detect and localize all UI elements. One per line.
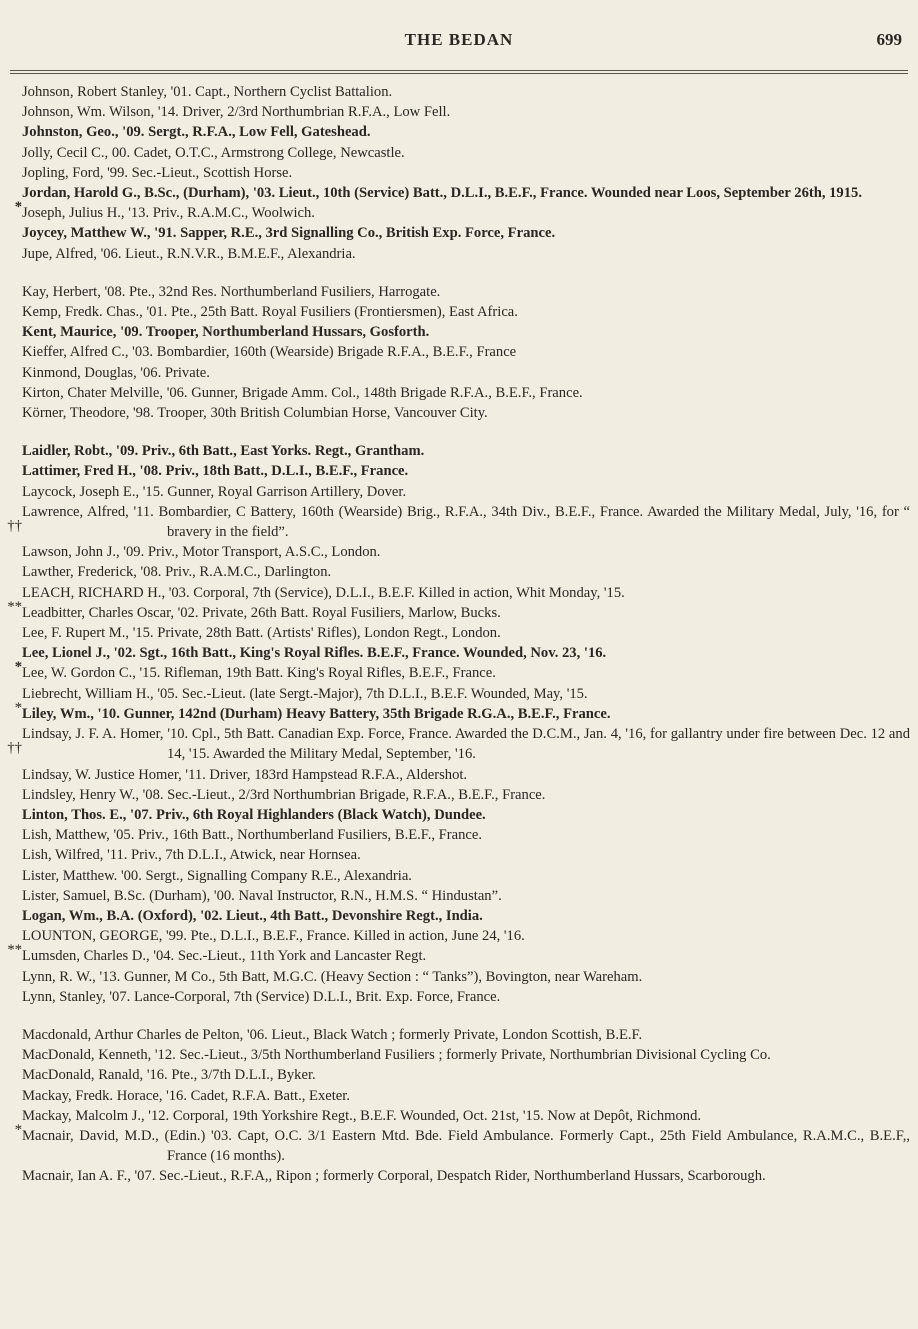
- entry-text: Joseph, Julius H., '13. Priv., R.A.M.C., Woolwich.: [22, 205, 315, 222]
- entry-text: Lawrence, Alfred, '11. Bombardier, C Battery, 160th (Wearside) Brig., R.F.A., 34th Div., B.E.F., France. Awarded the Military Medal, July, '16, for “ bravery in the field”.: [22, 503, 910, 541]
- roll-entry: [0, 946, 910, 966]
- roll-entry: [0, 542, 910, 562]
- roll-entry: [0, 244, 910, 264]
- entry-text: Logan, Wm., B.A. (Oxford), '02. Lieut., 4th Batt., Devonshire Regt., India.: [22, 907, 483, 924]
- letter-section: [0, 282, 910, 423]
- entry-text: Lawther, Frederick, '08. Priv., R.A.M.C., Darlington.: [22, 564, 332, 581]
- roll-entry: [0, 502, 910, 542]
- entry-text: Jolly, Cecil C., 00. Cadet, O.T.C., Armstrong College, Newcastle.: [22, 144, 405, 161]
- roll-entry: [0, 122, 910, 142]
- roll-entry: [0, 866, 910, 886]
- entry-text: Liley, Wm., '10. Gunner, 142nd (Durham) Heavy Battery, 35th Brigade R.G.A., B.E.F., France.: [22, 705, 611, 722]
- entry-text: Lee, Lionel J., '02. Sgt., 16th Batt., King's Royal Rifles. B.E.F., France. Wounded, Nov. 23, '16.: [22, 645, 607, 662]
- roll-entry: [0, 203, 910, 223]
- entry-text: Lish, Wilfred, '11. Priv., 7th D.L.I., Atwick, near Hornsea.: [22, 847, 361, 864]
- roll-entry: [0, 82, 910, 102]
- entry-text: MacDonald, Kenneth, '12. Sec.-Lieut., 3/5th Northumberland Fusiliers ; formerly Private, Northumbrian Divisional Cycling Co.: [22, 1047, 771, 1064]
- entry-text: Mackay, Malcolm J., '12. Corporal, 19th Yorkshire Regt., B.E.F. Wounded, Oct. 21st, '15. Now at Depôt, Richmond.: [22, 1107, 702, 1124]
- entry-text: LOUNTON, GEORGE, '99. Pte., D.L.I., B.E.F., France. Killed in action, June 24, '16.: [22, 928, 525, 945]
- entry-text: Kay, Herbert, '08. Pte., 32nd Res. Northumberland Fusiliers, Harrogate.: [22, 283, 441, 300]
- entry-text: Lister, Matthew. '00. Sergt., Signalling Company R.E., Alexandria.: [22, 867, 412, 884]
- roll-entry: [0, 302, 910, 322]
- casualty-marker: *: [14, 659, 22, 676]
- entry-text: Körner, Theodore, '98. Trooper, 30th British Columbian Horse, Vancouver City.: [22, 405, 488, 422]
- roll-entry: [0, 163, 910, 183]
- roll-entry: [0, 461, 910, 481]
- entry-text: Macnair, David, M.D., (Edin.) '03. Capt, O.C. 3/1 Eastern Mtd. Bde. Field Ambulance. Formerly Capt., 25th Field Ambulance, R.A.M.C., B.E.F,, France (16 months).: [22, 1127, 910, 1165]
- roll-entry: [0, 441, 910, 461]
- roll-entry: [0, 987, 910, 1007]
- roll-entry: [0, 845, 910, 865]
- entry-text: Kieffer, Alfred C., '03. Bombardier, 160th (Wearside) Brigade R.F.A., B.E.F., France: [22, 344, 517, 361]
- casualty-marker: *: [14, 1121, 22, 1138]
- roll-entry: [0, 403, 910, 423]
- roll-entry: [0, 724, 910, 764]
- casualty-marker: ††: [7, 740, 22, 757]
- entry-text: Kent, Maurice, '09. Trooper, Northumberland Hussars, Gosforth.: [22, 324, 430, 341]
- roll-entry: [0, 785, 910, 805]
- roll-entry: [0, 102, 910, 122]
- letter-section: [0, 1025, 910, 1187]
- roll-entry: [0, 1045, 910, 1065]
- roll-entry: [0, 663, 910, 683]
- roll-entry: [0, 143, 910, 163]
- roll-of-service-list: [0, 82, 910, 1205]
- roll-entry: [0, 223, 910, 243]
- roll-entry: [0, 1065, 910, 1085]
- entry-text: Lawson, John J., '09. Priv., Motor Transport, A.S.C., London.: [22, 544, 381, 561]
- entry-text: Lynn, R. W., '13. Gunner, M Co., 5th Batt, M.G.C. (Heavy Section : “ Tanks”), Bovington, near Wareham.: [22, 968, 643, 985]
- entry-text: MacDonald, Ranald, '16. Pte., 3/7th D.L.I., Byker.: [22, 1067, 316, 1084]
- roll-entry: [0, 623, 910, 643]
- entry-text: Kemp, Fredk. Chas., '01. Pte., 25th Batt. Royal Fusiliers (Frontiersmen), East Africa.: [22, 304, 518, 321]
- header-rule-secondary: [10, 73, 908, 74]
- header-rule: [10, 70, 908, 71]
- roll-entry: [0, 967, 910, 987]
- entry-text: Macnair, Ian A. F., '07. Sec.-Lieut., R.F.A,, Ripon ; formerly Corporal, Despatch Rider, Northumberland Hussars, Scarborough.: [22, 1168, 766, 1185]
- entry-text: Macdonald, Arthur Charles de Pelton, '06. Lieut., Black Watch ; formerly Private, London Scottish, B.E.F.: [22, 1026, 643, 1043]
- entry-text: Lumsden, Charles D., '04. Sec.-Lieut., 11th York and Lancaster Regt.: [22, 948, 427, 965]
- entry-text: Lish, Matthew, '05. Priv., 16th Batt., Northumberland Fusiliers, B.E.F., France.: [22, 827, 483, 844]
- page-header: [0, 30, 918, 56]
- entry-text: Jupe, Alfred, '06. Lieut., R.N.V.R., B.M.E.F., Alexandria.: [22, 245, 356, 262]
- roll-entry: [0, 906, 910, 926]
- roll-entry: [0, 562, 910, 582]
- entry-text: Lister, Samuel, B.Sc. (Durham), '00. Naval Instructor, R.N., H.M.S. “ Hindustan”.: [22, 887, 502, 904]
- entry-text: Johnston, Geo., '09. Sergt., R.F.A., Low Fell, Gateshead.: [22, 124, 371, 141]
- roll-entry: [0, 482, 910, 502]
- roll-entry: [0, 383, 910, 403]
- casualty-marker: ††: [7, 517, 22, 534]
- roll-entry: [0, 825, 910, 845]
- casualty-marker: *: [14, 199, 22, 216]
- page-number: 699: [876, 30, 902, 49]
- entry-text: Lindsay, W. Justice Homer, '11. Driver, 183rd Hampstead R.F.A., Aldershot.: [22, 766, 468, 783]
- entry-text: Lindsay, J. F. A. Homer, '10. Cpl., 5th Batt. Canadian Exp. Force, France. Awarded the D.C.M., Jan. 4, '16, for gallantry under fire between Dec. 12 and 14, '15. Awarded the Military Medal, September, '16.: [22, 726, 910, 763]
- roll-entry: [0, 1166, 910, 1186]
- entry-text: Jordan, Harold G., B.Sc., (Durham), '03. Lieut., 10th (Service) Batt., D.L.I., B.E.F., France. Wounded near Loos, September 26th, 1915.: [22, 185, 862, 202]
- roll-entry: [0, 1126, 910, 1166]
- entry-text: Lattimer, Fred H., '08. Priv., 18th Batt., D.L.I., B.E.F., France.: [22, 463, 409, 480]
- roll-entry: [0, 704, 910, 724]
- entry-text: Johnson, Wm. Wilson, '14. Driver, 2/3rd Northumbrian R.F.A., Low Fell.: [22, 104, 451, 121]
- entry-text: Lee, F. Rupert M., '15. Private, 28th Batt. (Artists' Rifles), London Regt., London.: [22, 625, 501, 642]
- roll-entry: [0, 805, 910, 825]
- entry-text: Laidler, Robt., '09. Priv., 6th Batt., East Yorks. Regt., Grantham.: [22, 443, 425, 460]
- roll-entry: [0, 1086, 910, 1106]
- entry-text: Johnson, Robert Stanley, '01. Capt., Northern Cyclist Battalion.: [22, 84, 393, 100]
- roll-entry: [0, 363, 910, 383]
- roll-entry: [0, 282, 910, 302]
- entry-text: Mackay, Fredk. Horace, '16. Cadet, R.F.A. Batt., Exeter.: [22, 1087, 350, 1104]
- entry-text: Leadbitter, Charles Oscar, '02. Private, 26th Batt. Royal Fusiliers, Marlow, Bucks.: [22, 604, 501, 621]
- entry-text: Joycey, Matthew W., '91. Sapper, R.E., 3rd Signalling Co., British Exp. Force, France.: [22, 225, 556, 242]
- entry-text: Laycock, Joseph E., '15. Gunner, Royal Garrison Artillery, Dover.: [22, 483, 407, 500]
- entry-text: Jopling, Ford, '99. Sec.-Lieut., Scottish Horse.: [22, 164, 293, 181]
- running-title: THE BEDAN: [404, 30, 514, 49]
- roll-entry: [0, 342, 910, 362]
- entry-text: Lee, W. Gordon C., '15. Rifleman, 19th Batt. King's Royal Rifles, B.E.F., France.: [22, 665, 496, 682]
- roll-entry: [0, 1106, 910, 1138]
- roll-entry: [0, 1025, 910, 1045]
- entry-text: Lynn, Stanley, '07. Lance-Corporal, 7th (Service) D.L.I., Brit. Exp. Force, France.: [22, 988, 501, 1005]
- casualty-marker: **: [7, 942, 22, 959]
- casualty-marker: **: [7, 598, 22, 615]
- roll-entry: [0, 765, 910, 785]
- entry-text: LEACH, RICHARD H., '03. Corporal, 7th (Service), D.L.I., B.E.F. Killed in action, Whit Monday, '15.: [22, 584, 625, 601]
- entry-text: Kinmond, Douglas, '06. Private.: [22, 364, 210, 381]
- entry-text: Linton, Thos. E., '07. Priv., 6th Royal Highlanders (Black Watch), Dundee.: [22, 806, 486, 823]
- letter-section: [0, 82, 910, 264]
- roll-entry: [0, 886, 910, 906]
- entry-text: Kirton, Chater Melville, '06. Gunner, Brigade Amm. Col., 148th Brigade R.F.A., B.E.F., France.: [22, 384, 583, 401]
- roll-entry: [0, 322, 910, 342]
- entry-text: Liebrecht, William H., '05. Sec.-Lieut. (late Sergt.-Major), 7th D.L.I., B.E.F. Wounded, May, '15.: [22, 685, 588, 702]
- roll-entry: [0, 603, 910, 623]
- entry-text: Lindsley, Henry W., '08. Sec.-Lieut., 2/3rd Northumbrian Brigade, R.F.A., B.E.F., France.: [22, 786, 546, 803]
- casualty-marker: *: [14, 699, 22, 716]
- letter-section: [0, 441, 910, 1007]
